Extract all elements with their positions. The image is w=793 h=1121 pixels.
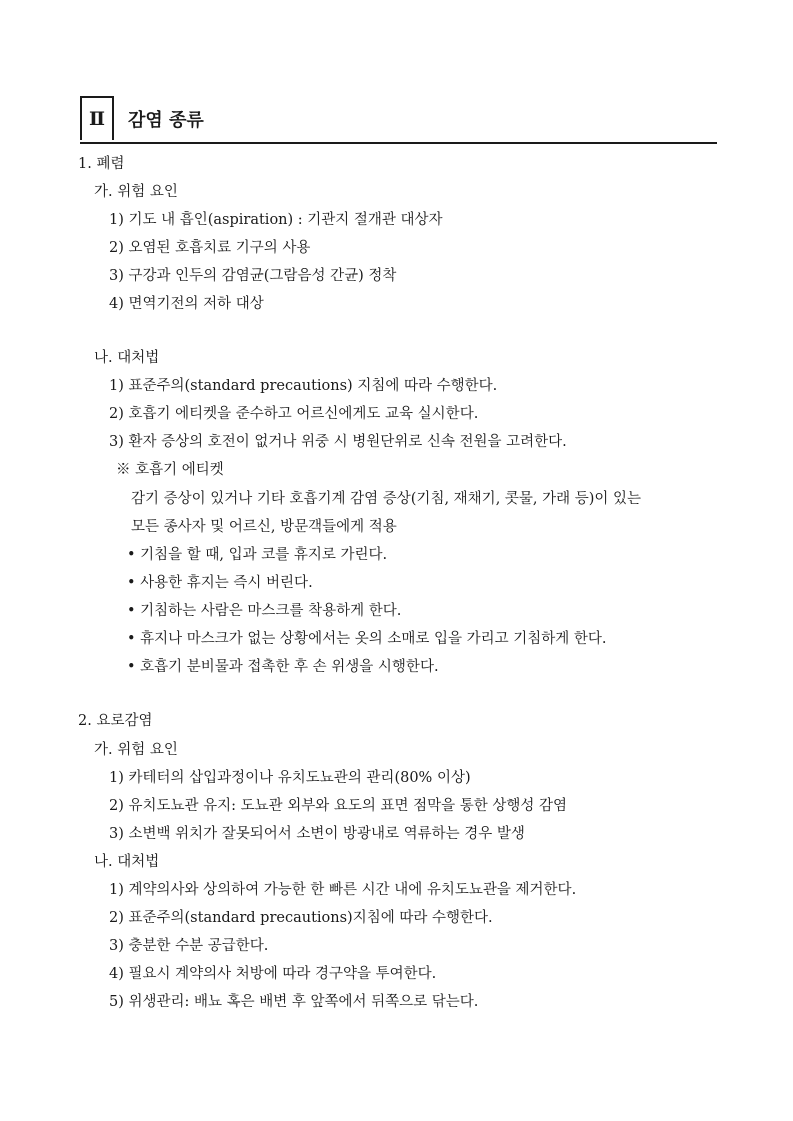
s2-measure-item: 2) 표준주의(standard precautions)지침에 따라 수행한다. [109,910,493,926]
s1-risk-item: 4) 면역기전의 저하 대상 [109,296,264,312]
s1-bullet: • 기침하는 사람은 마스크를 착용하게 한다. [127,603,402,619]
s1-measure-item: 3) 환자 증상의 호전이 없거나 위중 시 병원단위로 신속 전원을 고려한다. [109,434,567,450]
s1-risk-item: 1) 기도 내 흡인(aspiration) : 기관지 절개관 대상자 [109,212,443,228]
s1-measure-item: 1) 표준주의(standard precautions) 지침에 따라 수행한다. [109,378,498,394]
s1-risk-item: 2) 오염된 호흡치료 기구의 사용 [109,240,311,256]
s2-measure-title: 나. 대처법 [94,854,160,870]
s1-measure-title: 나. 대처법 [94,350,160,366]
section-title: 감염 종류 [128,110,204,131]
s2-measure-item: 5) 위생관리: 배뇨 혹은 배변 후 앞쪽에서 뒤쪽으로 닦는다. [109,994,479,1010]
s1-note-text: 감기 증상이 있거나 기타 호흡기계 감염 증상(기침, 재채기, 콧물, 가래 등)이 있는 [131,491,642,507]
s1-bullet: • 사용한 휴지는 즉시 버린다. [127,575,313,591]
section-header [80,96,717,144]
s2-measure-item: 3) 충분한 수분 공급한다. [109,938,269,954]
s1-note-title: ※ 호흡기 에티켓 [116,462,224,478]
s2-risk-title: 가. 위험 요인 [94,742,178,758]
s1-note-text: 모든 종사자 및 어르신, 방문객들에게 적용 [131,519,397,535]
s2-risk-item: 2) 유치도뇨관 유지: 도뇨관 외부와 요도의 표면 점막을 통한 상행성 감염 [109,798,568,814]
s2-measure-item: 1) 계약의사와 상의하여 가능한 한 빠른 시간 내에 유치도뇨관을 제거한다. [109,882,577,898]
s1-bullet: • 휴지나 마스크가 없는 상황에서는 옷의 소매로 입을 가리고 기침하게 한다. [127,631,607,647]
s2-measure-item: 4) 필요시 계약의사 처방에 따라 경구약을 투여한다. [109,966,437,982]
s1-risk-title: 가. 위험 요인 [94,184,178,200]
s2-title: 2. 요로감염 [78,713,153,729]
section-number-box: Ⅱ [80,96,114,140]
s1-title: 1. 폐렴 [78,156,125,172]
s2-risk-item: 3) 소변백 위치가 잘못되어서 소변이 방광내로 역류하는 경우 발생 [109,826,525,842]
s1-bullet: • 호흡기 분비물과 접촉한 후 손 위생을 시행한다. [127,659,439,675]
s1-risk-item: 3) 구강과 인두의 감염균(그람음성 간균) 정착 [109,268,397,284]
s1-measure-item: 2) 호흡기 에티켓을 준수하고 어르신에게도 교육 실시한다. [109,406,479,422]
s2-risk-item: 1) 카테터의 삽입과정이나 유치도뇨관의 관리(80% 이상) [109,770,471,786]
s1-bullet: • 기침을 할 때, 입과 코를 휴지로 가린다. [127,547,388,563]
